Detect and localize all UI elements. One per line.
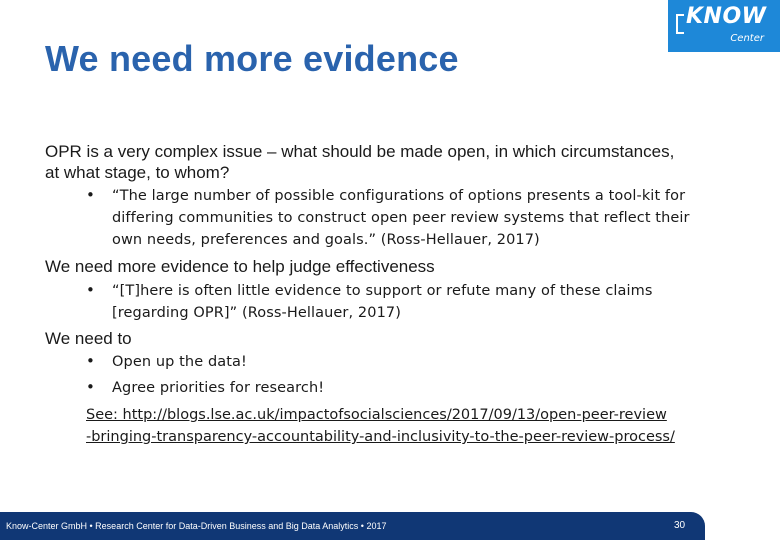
logo-sub-text: Center bbox=[730, 33, 764, 44]
link-line[interactable]: See: http://blogs.lse.ac.uk/impactofsocialsciences/2017/09/13/open-peer-review bbox=[86, 407, 667, 423]
logo-mark-icon bbox=[676, 14, 684, 34]
quote-line: [regarding OPR]” (Ross-Hellauer, 2017) bbox=[112, 305, 401, 321]
quote-line: “The large number of possible configurations of options presents a tool-kit for bbox=[112, 188, 686, 204]
reference-link[interactable] bbox=[86, 404, 746, 448]
bullet-icon: • bbox=[86, 378, 95, 396]
todo-agree-priorities: Agree priorities for research! bbox=[112, 380, 325, 396]
page-number: 30 bbox=[674, 520, 686, 531]
footer-bar bbox=[0, 512, 705, 540]
quote-evidence bbox=[112, 280, 653, 324]
quote-line: “[T]here is often little evidence to support or refute many of these claims bbox=[112, 283, 653, 299]
intro-paragraph: OPR is a very complex issue – what should be made open, in which circumstances, at what stage, to whom? bbox=[45, 142, 675, 182]
quote-line: own needs, preferences and goals.” (Ross-Hellauer, 2017) bbox=[112, 232, 540, 248]
heading-effectiveness: We need more evidence to help judge effectiveness bbox=[45, 257, 435, 276]
link-line[interactable]: -bringing-transparency-accountability-and-inclusivity-to-the-peer-review-process/ bbox=[86, 429, 675, 445]
logo-main-text: KNOW bbox=[686, 4, 767, 29]
quote-configurations bbox=[112, 185, 690, 251]
slide-title: We need more evidence bbox=[45, 38, 459, 79]
todo-open-data: Open up the data! bbox=[112, 354, 247, 370]
quote-line: differing communities to construct open peer review systems that reflect their bbox=[112, 210, 690, 226]
bullet-icon: • bbox=[86, 186, 95, 204]
bullet-icon: • bbox=[86, 281, 95, 299]
footer-text: Know-Center GmbH • Research Center for Data-Driven Business and Big Data Analytics • 2017 bbox=[6, 521, 387, 531]
heading-we-need-to: We need to bbox=[45, 329, 132, 348]
know-center-logo bbox=[668, 0, 780, 52]
bullet-icon: • bbox=[86, 352, 95, 370]
